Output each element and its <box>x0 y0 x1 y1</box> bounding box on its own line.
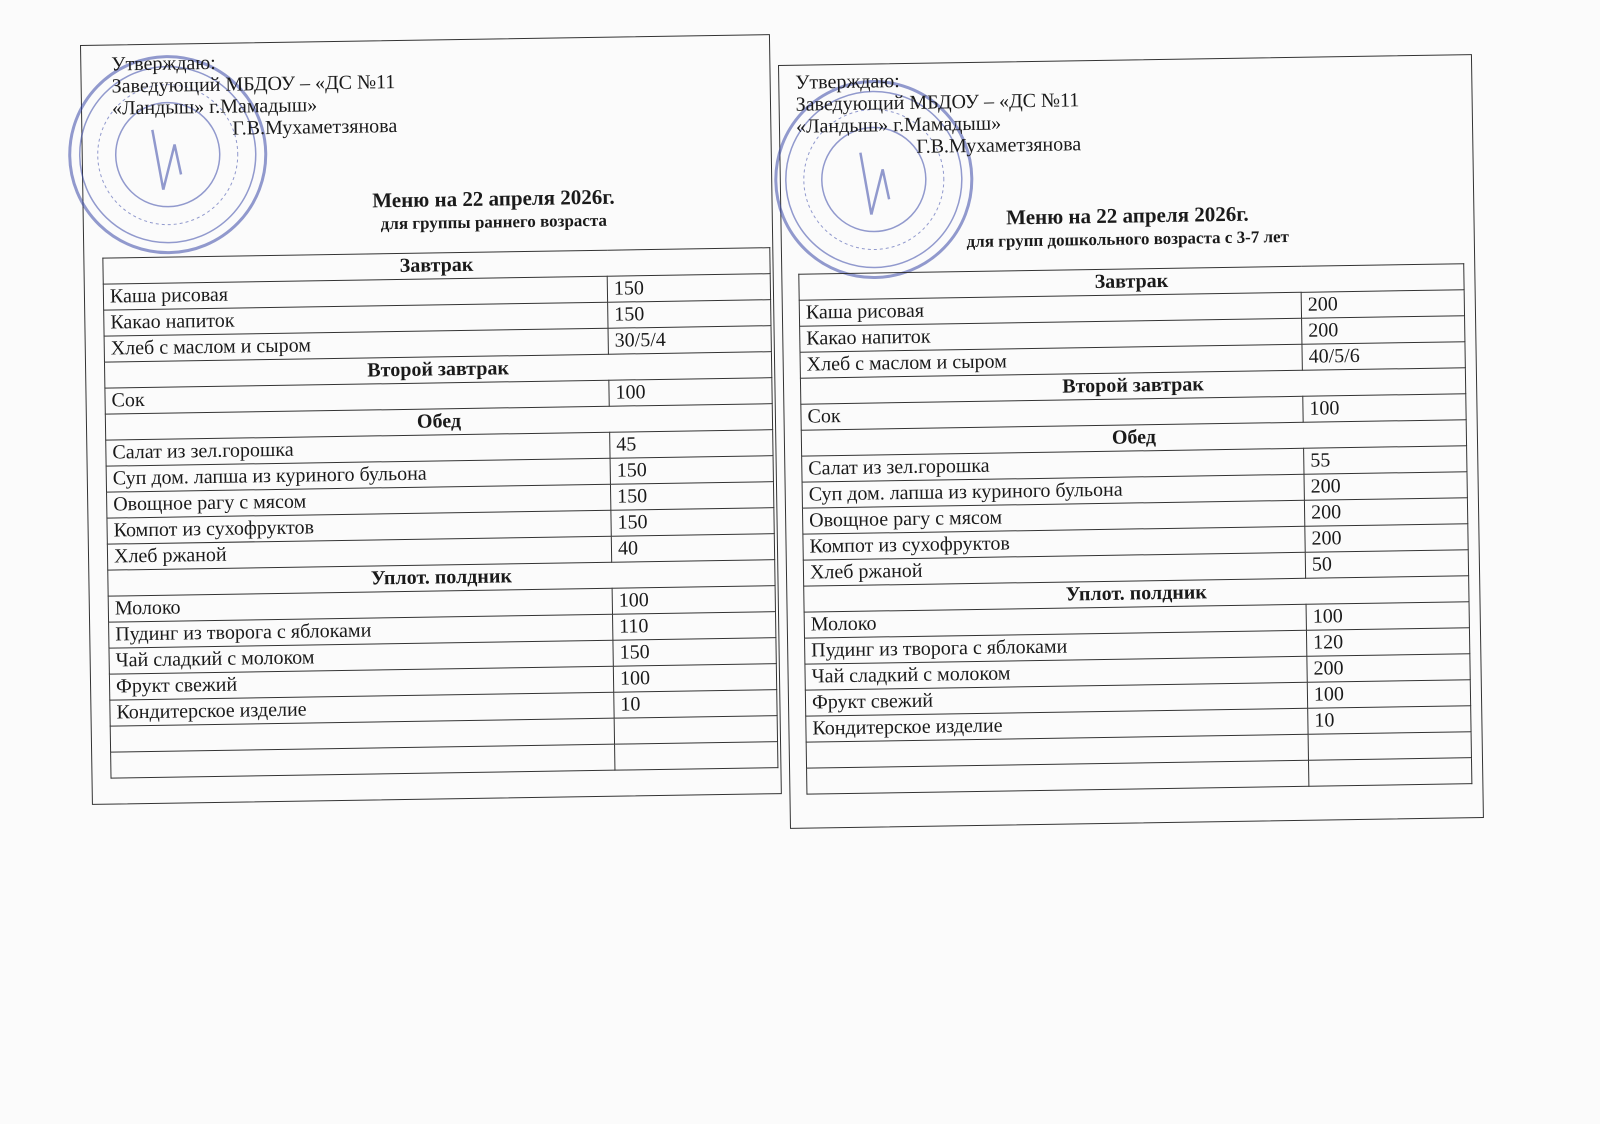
portion-weight: 10 <box>1308 706 1471 735</box>
portion-weight: 200 <box>1305 524 1468 553</box>
dish-name: Компот из сухофруктов <box>107 510 611 544</box>
menu-title: Меню на 22 апреля 2026г. <box>1005 201 1249 230</box>
portion-weight: 150 <box>608 300 771 329</box>
portion-weight: 50 <box>1305 550 1468 579</box>
approval-position: Заведующий МБДОУ – «ДС №11 <box>111 71 396 98</box>
approval-position: Заведующий МБДОУ – «ДС №11 <box>795 89 1080 116</box>
dish-name: Молоко <box>804 604 1306 638</box>
meal-section-heading: Второй завтрак <box>800 368 1465 404</box>
portion-weight: 150 <box>610 482 773 511</box>
portion-weight: 10 <box>614 690 777 719</box>
menu-table <box>798 263 1472 794</box>
dish-name: Хлеб ржаной <box>107 536 611 570</box>
meal-section-heading: Обед <box>801 420 1466 456</box>
dish-name: Молоко <box>108 588 612 622</box>
portion-weight: 150 <box>611 508 774 537</box>
meal-section-heading: Обед <box>105 404 772 440</box>
approval-heading: Утверждаю: <box>111 51 216 76</box>
dish-name: Сок <box>801 396 1303 430</box>
approval-org: «Ландыш» г.Мамадыш» <box>795 112 1002 138</box>
portion-weight: 120 <box>1306 628 1469 657</box>
approval-org: «Ландыш» г.Мамадыш» <box>111 94 318 120</box>
portion-weight: 200 <box>1302 316 1465 345</box>
portion-weight: 110 <box>613 612 776 641</box>
portion-weight <box>1308 758 1471 787</box>
dish-name: Суп дом. лапша из куриного бульона <box>802 474 1304 508</box>
dish-name: Какао напиток <box>800 318 1302 352</box>
portion-weight <box>614 716 777 745</box>
portion-weight: 100 <box>1303 394 1466 423</box>
portion-weight: 150 <box>607 274 770 303</box>
portion-weight <box>1308 732 1471 761</box>
menu-table <box>102 247 778 778</box>
portion-weight: 100 <box>613 664 776 693</box>
dish-name: Хлеб ржаной <box>803 552 1305 586</box>
meal-section-heading: Второй завтрак <box>104 352 771 388</box>
dish-name: Кондитерское изделие <box>806 708 1308 742</box>
portion-weight: 200 <box>1304 498 1467 527</box>
menu-title: Меню на 22 апреля 2026г. <box>372 184 615 213</box>
menu-subtitle: для групп дошкольного возраста с 3-7 лет <box>966 226 1290 252</box>
dish-name: Хлеб с маслом и сыром <box>800 344 1302 378</box>
dish-name: Салат из зел.горошка <box>802 448 1304 482</box>
approval-heading: Утверждаю: <box>795 70 900 94</box>
dish-name: Овощное рагу с мясом <box>107 484 611 518</box>
meal-section-heading: Завтрак <box>103 248 770 284</box>
dish-name: Пудинг из творога с яблоками <box>109 614 613 648</box>
menu-title-block <box>917 199 1338 254</box>
portion-weight: 55 <box>1304 446 1467 475</box>
approval-signer: Г.В.Мухаметзянова <box>916 133 1082 158</box>
dish-name: Чай сладкий с молоком <box>109 640 613 674</box>
dish-name: Фрукт свежий <box>805 682 1307 716</box>
dish-name: Кондитерское изделие <box>110 692 614 726</box>
dish-name: Сок <box>105 380 609 414</box>
dish-name: Чай сладкий с молоком <box>805 656 1307 690</box>
portion-weight: 100 <box>609 378 772 407</box>
meal-section-heading: Завтрак <box>799 264 1464 300</box>
portion-weight: 150 <box>610 456 773 485</box>
dish-name: Компот из сухофруктов <box>803 526 1305 560</box>
dish-name: Хлеб с маслом и сыром <box>104 328 608 362</box>
portion-weight: 40 <box>611 534 774 563</box>
menu-panel-early-age <box>80 34 782 805</box>
portion-weight: 200 <box>1304 472 1467 501</box>
meal-section-heading: Уплот. полдник <box>108 560 775 596</box>
portion-weight: 100 <box>612 586 775 615</box>
approval-block <box>795 67 1081 159</box>
portion-weight: 40/5/6 <box>1302 342 1465 371</box>
portion-weight: 200 <box>1301 290 1464 319</box>
portion-weight: 100 <box>1307 680 1470 709</box>
menu-title-block <box>283 182 704 237</box>
portion-weight: 200 <box>1307 654 1470 683</box>
portion-weight: 30/5/4 <box>608 326 771 355</box>
dish-name: Каша рисовая <box>103 276 607 310</box>
menu-panel-preschool <box>778 54 1484 829</box>
dish-name: Пудинг из творога с яблоками <box>805 630 1307 664</box>
dish-name: Салат из зел.горошка <box>106 432 610 466</box>
portion-weight: 100 <box>1306 602 1469 631</box>
portion-weight: 150 <box>613 638 776 667</box>
menu-subtitle: для группы раннего возраста <box>380 210 608 234</box>
portion-weight: 45 <box>610 430 773 459</box>
approval-block <box>111 49 397 141</box>
dish-name: Какао напиток <box>104 302 608 336</box>
portion-weight <box>615 742 778 771</box>
approval-signer: Г.В.Мухаметзянова <box>232 115 398 140</box>
dish-name: Суп дом. лапша из куриного бульона <box>106 458 610 492</box>
dish-name: Овощное рагу с мясом <box>802 500 1304 534</box>
dish-name: Каша рисовая <box>799 292 1301 326</box>
dish-name: Фрукт свежий <box>109 666 613 700</box>
meal-section-heading: Уплот. полдник <box>804 576 1469 612</box>
